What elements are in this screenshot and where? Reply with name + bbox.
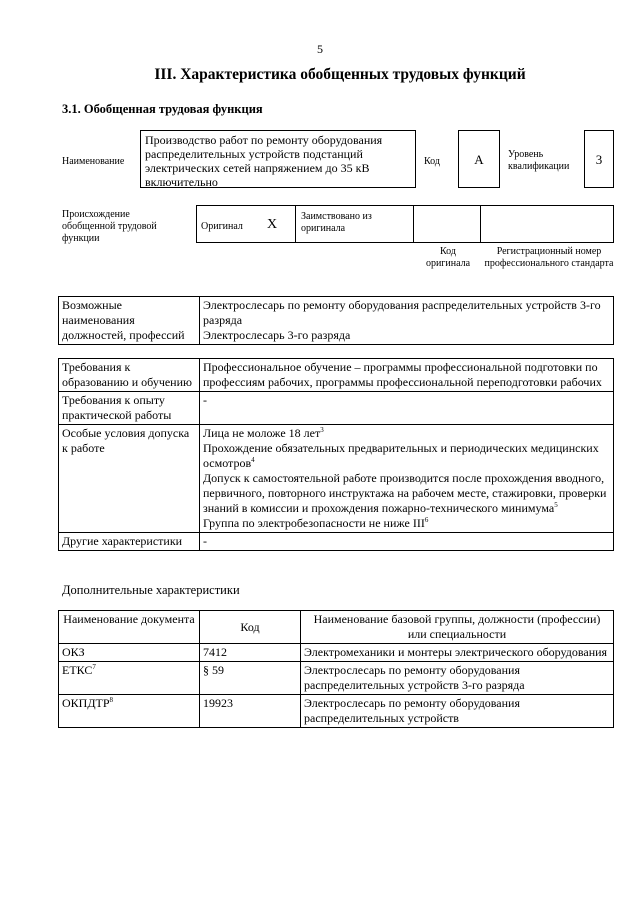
requirements-table: [58, 358, 614, 551]
header-group: Наименование базовой группы, должности (профессии) или специальности: [301, 611, 614, 644]
header-document: Наименование документа: [59, 611, 200, 644]
additional-table: [58, 610, 614, 728]
table-row: [59, 662, 614, 695]
origin-box: [196, 205, 614, 243]
condition-medical: Прохождение обязательных предварительных и периодических медицинских осмотров$^4$: [203, 441, 599, 470]
row-code: 19923: [200, 695, 301, 728]
condition-safety-group: Группа по электробезопасности не ниже III$^6$: [203, 516, 429, 530]
function-name: Производство работ по ремонту оборудования распределительных устройств подстанций электрических сетей напряжением до 35 кВ включительно: [145, 133, 383, 189]
function-name-box: [140, 130, 416, 188]
row-name: Электромеханики и монтеры электрического оборудования: [301, 644, 614, 662]
row-code: 7412: [200, 644, 301, 662]
page-title: III. Характеристика обобщенных трудовых функций: [154, 66, 526, 83]
code-value: А: [474, 152, 484, 167]
education-value: Профессиональное обучение – программы профессиональной подготовки по профессиям рабочих, программы профессиональной переподготовки рабочих: [200, 359, 614, 392]
experience-label: Требования к опыту практической работы: [59, 392, 200, 425]
other-label: Другие характеристики: [59, 533, 200, 551]
origin-label: Происхождение обобщенной трудовой функции: [62, 209, 157, 244]
conditions-value: [200, 425, 614, 533]
row-doc: ОКЗ: [59, 644, 200, 662]
row-doc: ОКПДТР$^8$: [59, 695, 200, 728]
row-code: § 59: [200, 662, 301, 695]
positions-label: Возможные наименования должностей, профессий: [59, 297, 200, 345]
position-line-1: Электрослесарь по ремонту оборудования распределительных устройств 3-го разряда: [203, 298, 601, 327]
table-row: [59, 644, 614, 662]
original-label: Оригинал: [201, 221, 243, 232]
level-label: Уровень квалификации: [508, 149, 570, 172]
table-row: [59, 695, 614, 728]
conditions-label: Особые условия допуска к работе: [59, 425, 200, 533]
level-box: [584, 130, 614, 188]
name-label: Наименование: [62, 156, 125, 167]
condition-age: Лица не моложе 18 лет$^3$: [203, 426, 324, 440]
reg-number-label: Регистрационный номер профессионального стандарта: [484, 246, 614, 269]
code-original-label: Код оригинала: [425, 246, 471, 269]
education-label: Требования к образованию и обучению: [59, 359, 200, 392]
row-doc: ЕТКС$^7$: [59, 662, 200, 695]
borrowed-label: Заимствовано из оригинала: [301, 211, 372, 234]
code-label: Код: [424, 156, 440, 167]
section-subtitle: 3.1. Обобщенная трудовая функция: [62, 102, 263, 116]
header-code: Код: [200, 611, 301, 644]
position-line-2: Электрослесарь 3-го разряда: [203, 328, 351, 342]
original-mark: X: [267, 217, 278, 232]
condition-admission: Допуск к самостоятельной работе производится после прохождения вводного, первичного, повторного инструктажа на рабочем месте, стажировки, проверки знаний в комиссии и прохождения пожарно-технического минимума$^5$: [203, 471, 607, 515]
positions-value: [200, 297, 614, 345]
positions-table: [58, 296, 614, 345]
row-name: Электрослесарь по ремонту оборудования распределительных устройств 3-го разряда: [301, 662, 614, 695]
page-number: 5: [317, 42, 323, 56]
row-name: Электрослесарь по ремонту оборудования распределительных устройств: [301, 695, 614, 728]
additional-heading: Дополнительные характеристики: [62, 583, 240, 597]
experience-value: -: [200, 392, 614, 425]
level-value: 3: [595, 152, 603, 167]
code-box: [458, 130, 500, 188]
other-value: -: [200, 533, 614, 551]
